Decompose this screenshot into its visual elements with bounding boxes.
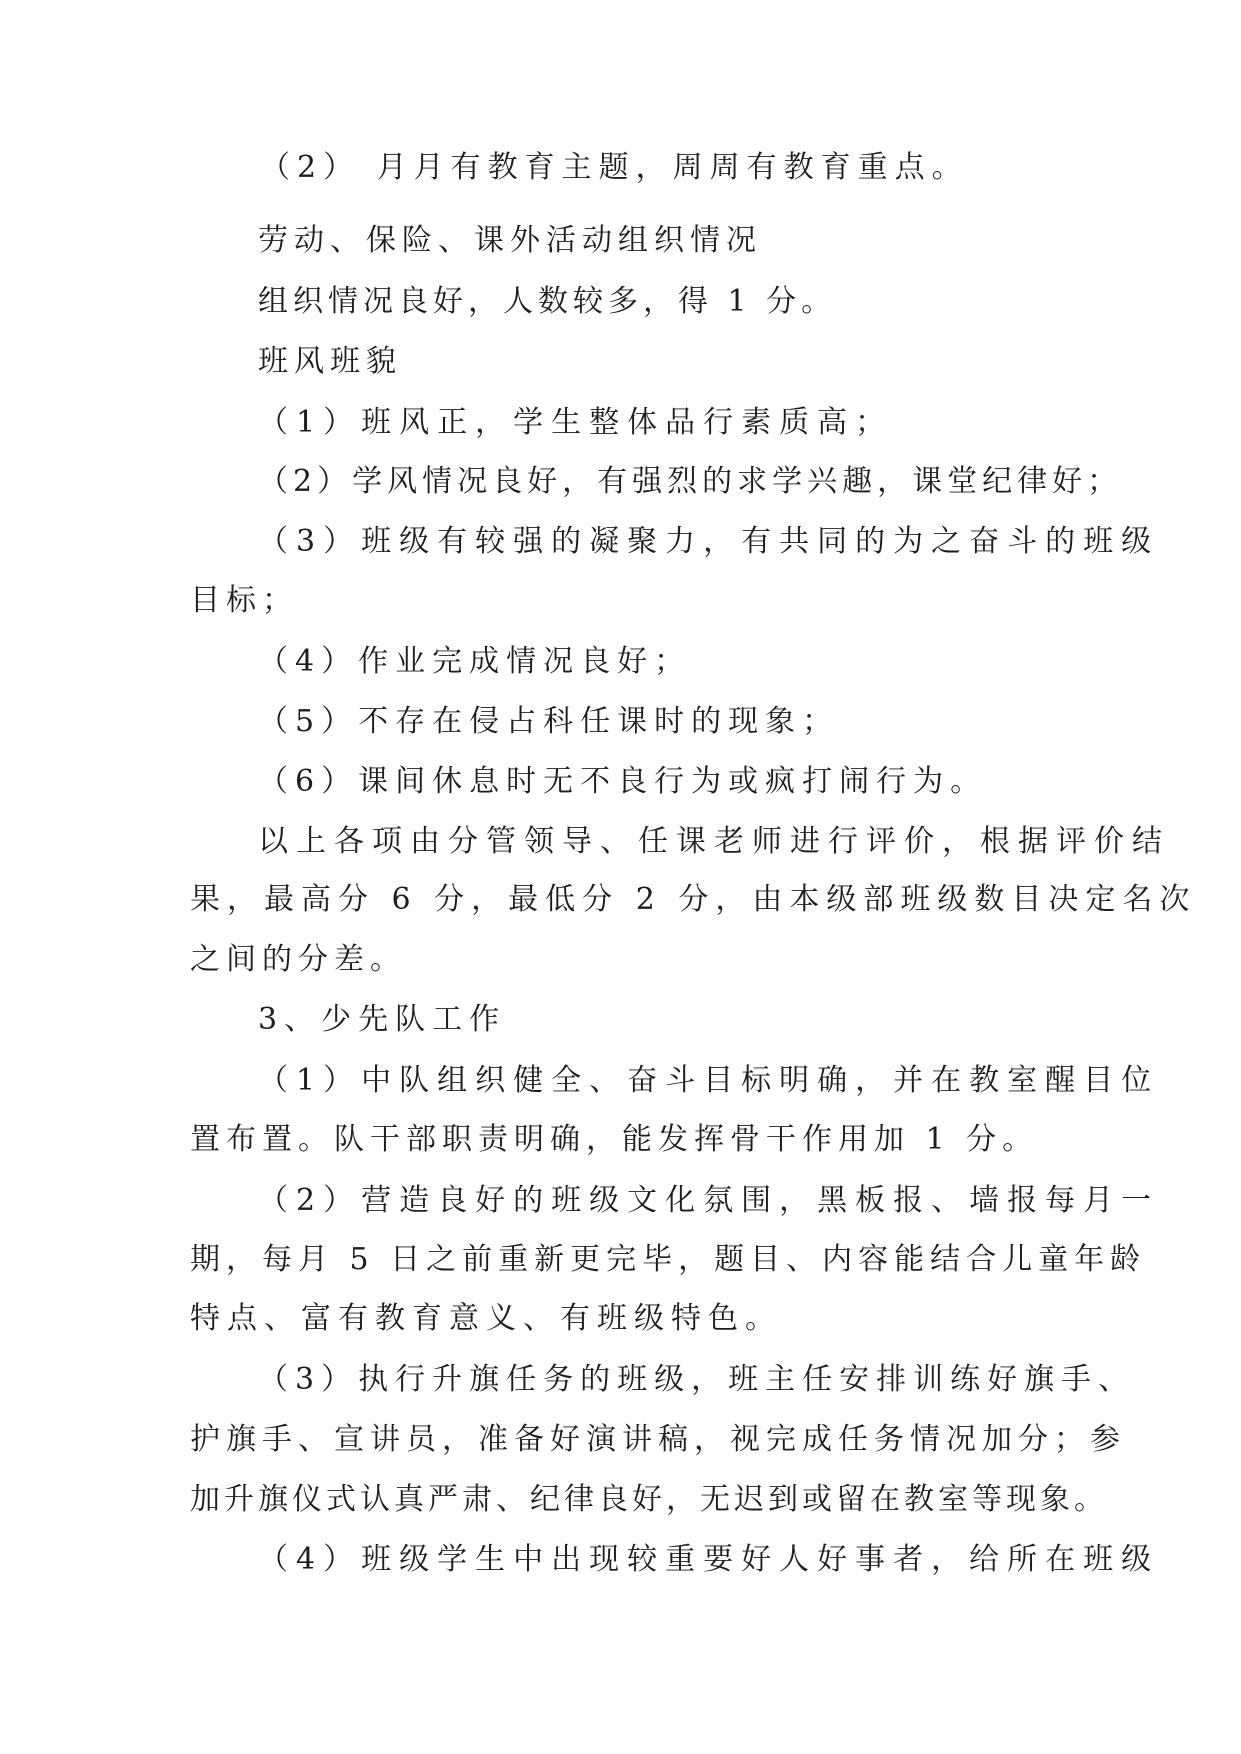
list-item: （6）课间休息时无不良行为或疯打闹行为。 <box>258 764 988 799</box>
list-item-continuation: 加升旗仪式认真严肃、纪律良好，无迟到或留在教室等现象。 <box>190 1482 1108 1517</box>
list-item-continuation: 期，每月 5 日之前重新更完毕，题目、内容能结合儿童年龄 <box>190 1242 1147 1277</box>
text-line: （2） 月月有教育主题，周周有教育重点。 <box>260 150 969 185</box>
paragraph-line: 之间的分差。 <box>190 942 406 977</box>
paragraph-line: 果，最高分 6 分，最低分 2 分，由本级部班级数目决定名次 <box>190 882 1197 917</box>
section-heading: 3、少先队工作 <box>258 1002 507 1037</box>
list-item: （5）不存在侵占科任课时的现象； <box>258 704 840 739</box>
list-item: （1）中队组织健全、奋斗目标明确，并在教室醒目位 <box>258 1063 1160 1098</box>
list-item: （3）班级有较强的凝聚力，有共同的为之奋斗的班级 <box>258 524 1160 559</box>
list-item: （1）班风正，学生整体品行素质高； <box>258 405 894 440</box>
list-item-continuation: 特点、富有教育意义、有班级特色。 <box>190 1301 782 1336</box>
list-item: （4）作业完成情况良好； <box>258 644 692 679</box>
list-item-continuation: 护旗手、宣讲员，准备好演讲稿，视完成任务情况加分；参 <box>190 1422 1126 1457</box>
list-item: （4）班级学生中出现较重要好人好事者，给所在班级 <box>258 1542 1160 1577</box>
section-heading: 班风班貌 <box>258 344 402 379</box>
list-item: （3）执行升旗任务的班级，班主任安排训练好旗手、 <box>258 1362 1136 1397</box>
section-heading: 劳动、保险、课外活动组织情况 <box>258 223 762 258</box>
list-item-continuation: 置布置。队干部职责明确，能发挥骨干作用加 1 分。 <box>190 1122 1039 1157</box>
list-item: （2）营造良好的班级文化氛围，黑板报、墙报每月一 <box>258 1183 1160 1218</box>
paragraph-line: 以上各项由分管领导、任课老师进行评价，根据评价结 <box>258 824 1170 859</box>
text-line: 组织情况良好，人数较多，得 1 分。 <box>258 284 837 319</box>
list-item-continuation: 目标； <box>190 583 298 618</box>
list-item: （2）学风情况良好，有强烈的求学兴趣，课堂纪律好； <box>258 464 1123 499</box>
